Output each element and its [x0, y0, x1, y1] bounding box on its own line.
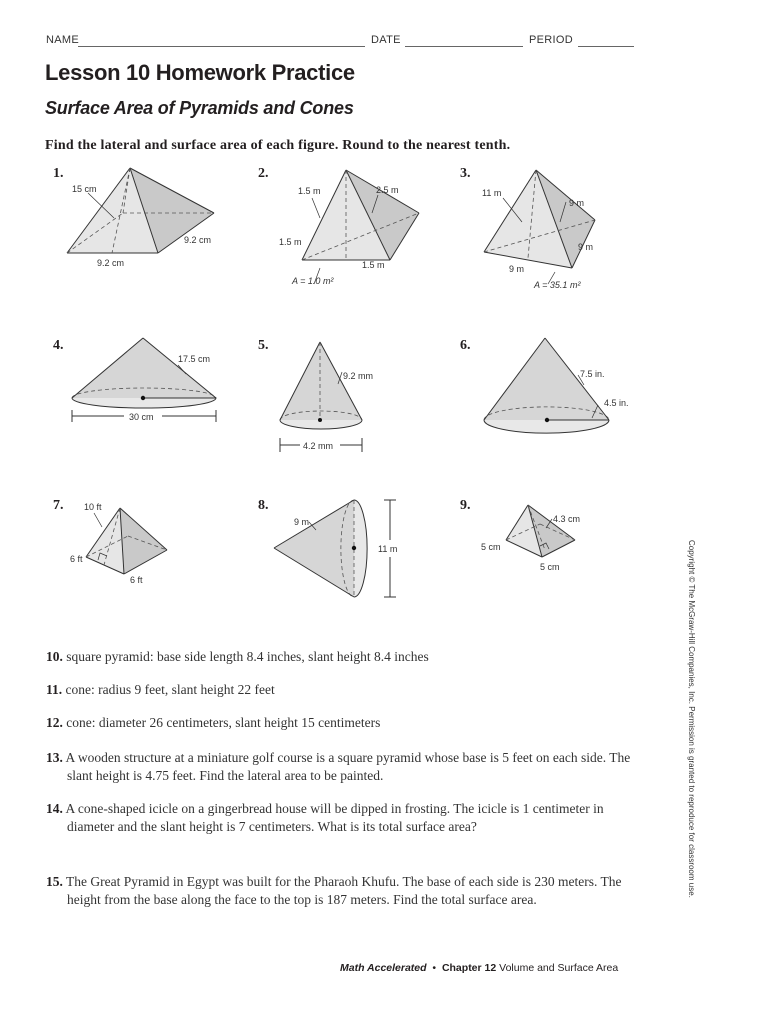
period-label: PERIOD	[529, 34, 573, 46]
problem-11	[46, 681, 626, 699]
figure-number: 2.	[258, 166, 269, 181]
figure-number: 1.	[53, 166, 64, 181]
copyright-text: Copyright © The McGraw-Hill Companies, Inc. Permission is granted to reproduce for classroom use.	[687, 540, 696, 898]
problem-text: cone: radius 9 feet, slant height 22 feet	[65, 682, 275, 697]
figure-3-label: 9 m	[569, 198, 585, 208]
figure-2-label: 2.5 m	[376, 185, 399, 195]
copyright-notice	[686, 540, 700, 898]
figure-7-label: 6 ft	[70, 554, 83, 564]
problem-15	[46, 873, 627, 909]
problem-text: A cone-shaped icicle on a gingerbread house will be dipped in frosting. The icicle is 1 centimeter in diameter and the slant height is 7 centimeters. What is its total surface area?	[65, 801, 604, 834]
figure-9-label: 5 cm	[540, 562, 560, 572]
figure-4-label: 17.5 cm	[178, 354, 211, 364]
figure-7-label: 6 ft	[130, 575, 143, 585]
figure-1-label: 9.2 cm	[184, 235, 212, 245]
problem-text: The Great Pyramid in Egypt was built for the Pharaoh Khufu. The base of each side is 230 meters. The height from the base along the face to the top is 187 meters. Find the total surface area.	[66, 874, 622, 907]
figure-2-base-area: A = 1.0 m²	[292, 276, 334, 286]
figure-2-label: 1.5 m	[298, 186, 321, 196]
figure-number: 6.	[460, 338, 471, 353]
figure-2-label: 1.5 m	[362, 260, 385, 270]
figure-7-label: 10 ft	[84, 502, 102, 512]
figure-number: 9.	[460, 498, 471, 513]
problem-text: cone: diameter 26 centimeters, slant height 15 centimeters	[66, 715, 381, 730]
page-title: Lesson 10 Homework Practice	[45, 60, 355, 85]
figure-number: 7.	[53, 498, 64, 513]
figure-3-label: 9 m	[578, 242, 594, 252]
footer-book-title: Math Accelerated	[340, 962, 427, 974]
problem-10	[46, 648, 626, 666]
problem-number: 13.	[46, 750, 63, 765]
footer-topic: Volume and Surface Area	[499, 962, 619, 974]
instructions: Find the lateral and surface area of each figure. Round to the nearest tenth.	[45, 138, 511, 153]
problem-number: 14.	[46, 801, 63, 816]
page-footer	[340, 962, 618, 974]
figure-3-base-area: A = 35.1 m²	[534, 280, 581, 290]
figure-1-label: 9.2 cm	[97, 258, 125, 268]
problem-number: 12.	[46, 715, 63, 730]
figure-1-label: 15 cm	[72, 184, 97, 194]
problem-text: square pyramid: base side length 8.4 inches, slant height 8.4 inches	[66, 649, 429, 664]
figure-number: 3.	[460, 166, 471, 181]
figure-3-label: 9 m	[509, 264, 525, 274]
problem-13	[46, 749, 642, 785]
date-label: DATE	[371, 34, 401, 46]
figure-3-label: 11 m	[482, 188, 502, 198]
figure-6-label: 4.5 in.	[604, 398, 629, 408]
figure-2-label: 1.5 m	[279, 237, 302, 247]
footer-bullet: •	[432, 962, 437, 974]
figure-8-label: 11 m	[378, 544, 398, 554]
footer-chapter: Chapter 12	[441, 962, 497, 974]
figure-4-label: 30 cm	[129, 412, 154, 422]
figure-number: 5.	[258, 338, 269, 353]
problem-14	[46, 800, 652, 836]
figure-5-label: 4.2 mm	[303, 441, 334, 451]
page-subtitle: Surface Area of Pyramids and Cones	[45, 98, 354, 118]
figure-number: 4.	[53, 338, 64, 353]
figure-9-label: 5 cm	[481, 542, 501, 552]
figure-9-label: 4.3 cm	[553, 514, 581, 524]
problem-number: 10.	[46, 649, 63, 664]
problem-number: 15.	[46, 874, 63, 889]
name-label: NAME	[46, 34, 79, 46]
problem-text: A wooden structure at a miniature golf course is a square pyramid whose base is 5 feet on each side. The slant height is 4.75 feet. Find the lateral area to be painted.	[65, 750, 631, 783]
figure-number: 8.	[258, 498, 269, 513]
problem-12	[46, 714, 626, 732]
problem-number: 11.	[46, 682, 63, 697]
figure-5-label: 9.2 mm	[343, 371, 374, 381]
figure-8-label: 9 m	[294, 517, 310, 527]
figure-6-label: 7.5 in.	[580, 369, 605, 379]
